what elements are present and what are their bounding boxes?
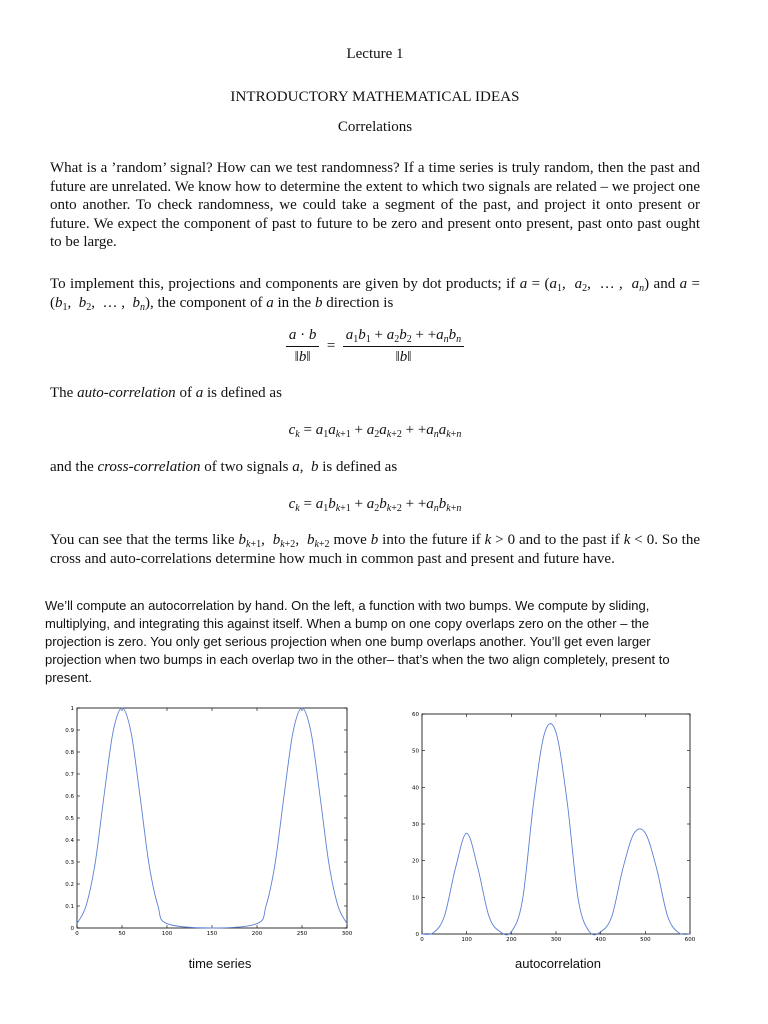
time-series-y-tick-label: 0.3 [65, 860, 74, 866]
paragraph-text: in the [273, 294, 315, 311]
time-series-x-tick-label: 300 [341, 931, 353, 937]
autocorrelation-y-tick-label: 60 [412, 712, 419, 718]
paragraph-text: You can see that the terms like [50, 532, 239, 548]
time-series-x-tick-label: 50 [118, 931, 126, 937]
paragraph-text: . So the cross and auto-correlations determine how much in common past and present and future have. [50, 532, 700, 567]
autocorrelation-y-tick-label: 20 [412, 858, 419, 865]
time-series-caption: time series [188, 956, 252, 971]
autocorrelation-chart [390, 704, 700, 944]
section-title: INTRODUCTORY MATHEMATICAL IDEAS [230, 89, 520, 105]
paragraph-text: and to the past if [515, 532, 624, 548]
paragraph-text: into the future if [378, 532, 485, 548]
autocorrelation-x-tick-label: 100 [461, 937, 472, 943]
paragraph-by-hand: We’ll compute an autocorrelation by hand. On the left, a function with two bumps. We compute by sliding, multiplying, and integrating this against itself. When a bump on one copy overlaps zero on the other – the projection is zero. You only get serious projection when one bump overlaps another. You’ll get even larger projection when two bumps in each overlap two in the other– that’s when the two align completely, present to present. [45, 598, 670, 685]
paragraph-text: is defined as [203, 385, 282, 401]
time-series-x-tick-label: 150 [206, 931, 218, 937]
paragraph-text: is defined as [318, 459, 398, 475]
time-series-y-tick-label: 0.7 [65, 772, 74, 778]
paragraph-text: The [50, 385, 78, 401]
paragraph-text: To implement this, projections and components are given by dot products; if [50, 276, 520, 292]
paragraph-text: of two signals [200, 459, 293, 475]
paragraph-crosscorrelation: and the cross-correlation of two signals a, b is defined as [50, 459, 398, 475]
autocorrelation-x-tick-label: 500 [640, 937, 651, 943]
paragraph-past-future: You can see that the terms like $b_{k+1}$, $b_{k+2}$, $b_{k+2}$ move b into the future if k > 0 and to the past if k < 0. So the cross and auto-correlations determine how much in common past and present and future have. [50, 532, 700, 567]
time-series-plot-frame [77, 708, 347, 928]
time-series-chart [55, 700, 355, 940]
time-series-series-line [77, 708, 347, 928]
time-series-x-tick-label: 200 [251, 931, 263, 937]
paragraph-projection: To implement this, projections and components are given by dot products; if $a = (a_1$, $a_2$, … , $a_n$) and $a = (b_1$, $b_2$, … , $b_n$), the component of a in the b direction is [50, 276, 700, 313]
term-crosscorrelation: cross-correlation [97, 459, 201, 475]
autocorrelation-y-tick-label: 30 [412, 822, 419, 828]
paragraph-text: of [175, 385, 196, 401]
time-series-x-tick-label: 100 [161, 931, 173, 937]
autocorrelation-x-tick-label: 200 [506, 937, 517, 943]
autocorrelation-series-line [422, 724, 690, 935]
lecture-number: Lecture 1 [346, 46, 404, 62]
autocorrelation-plot-frame [422, 714, 690, 934]
autocorrelation-y-tick-label: 40 [412, 785, 419, 792]
time-series-y-tick-label: 0.1 [65, 904, 74, 910]
autocorrelation-caption: autocorrelation [515, 956, 601, 971]
time-series-y-tick-label: 0.4 [65, 838, 74, 844]
paragraph-randomness: What is a ’random’ signal? How can we test randomness? If a time series is truly random, then the past and future are unrelated. We know how to determine the extent to which two signals are related – we project one onto another. To check randomness, we could take a segment of the past, and project it onto present or future. We expect the component of past to future to be zero and present onto present, past onto past ought to be large. [50, 160, 700, 250]
paragraph-text: ), the component of [145, 294, 267, 311]
autocorrelation-x-tick-label: 400 [595, 937, 606, 943]
equation-component: $\frac{a \cdot b}{‖b‖}$ = $\frac{a_1b_1 + a_2b_2 + +a_nb_n}{‖b‖}$ [0, 327, 750, 366]
time-series-x-tick-label: 250 [296, 931, 308, 937]
subsection-title: Correlations [337, 119, 413, 135]
autocorrelation-y-tick-label: 50 [412, 748, 419, 755]
paragraph-text: and the [50, 459, 98, 475]
equation-autocorrelation: $c_k = a_1a_{k+1} + a_2a_{k+2} + +a_na_{k+n}$ [288, 422, 462, 440]
time-series-y-tick-label: 0 [70, 926, 74, 932]
autocorrelation-x-tick-label: 0 [420, 937, 424, 943]
time-series-x-tick-label: 0 [75, 931, 79, 937]
equation-crosscorrelation: $c_k = a_1b_{k+1} + a_2b_{k+2} + +a_nb_{k+n}$ [288, 496, 462, 514]
paragraph-text: direction is [322, 294, 394, 311]
time-series-y-tick-label: 1 [70, 706, 74, 712]
time-series-y-tick-label: 0.2 [65, 882, 74, 888]
autocorrelation-y-tick-label: 0 [415, 932, 419, 938]
time-series-y-tick-label: 0.5 [65, 816, 74, 822]
paragraph-text: move [329, 532, 371, 548]
term-autocorrelation: auto-correlation [77, 385, 176, 401]
autocorrelation-x-tick-label: 300 [550, 937, 562, 943]
time-series-y-tick-label: 0.6 [65, 794, 74, 800]
autocorrelation-x-tick-label: 600 [684, 937, 696, 943]
time-series-y-tick-label: 0.9 [65, 728, 74, 734]
autocorrelation-y-tick-label: 10 [412, 895, 419, 902]
paragraph-autocorrelation: The auto-correlation of a is defined as [50, 385, 282, 401]
time-series-y-tick-label: 0.8 [65, 750, 74, 756]
